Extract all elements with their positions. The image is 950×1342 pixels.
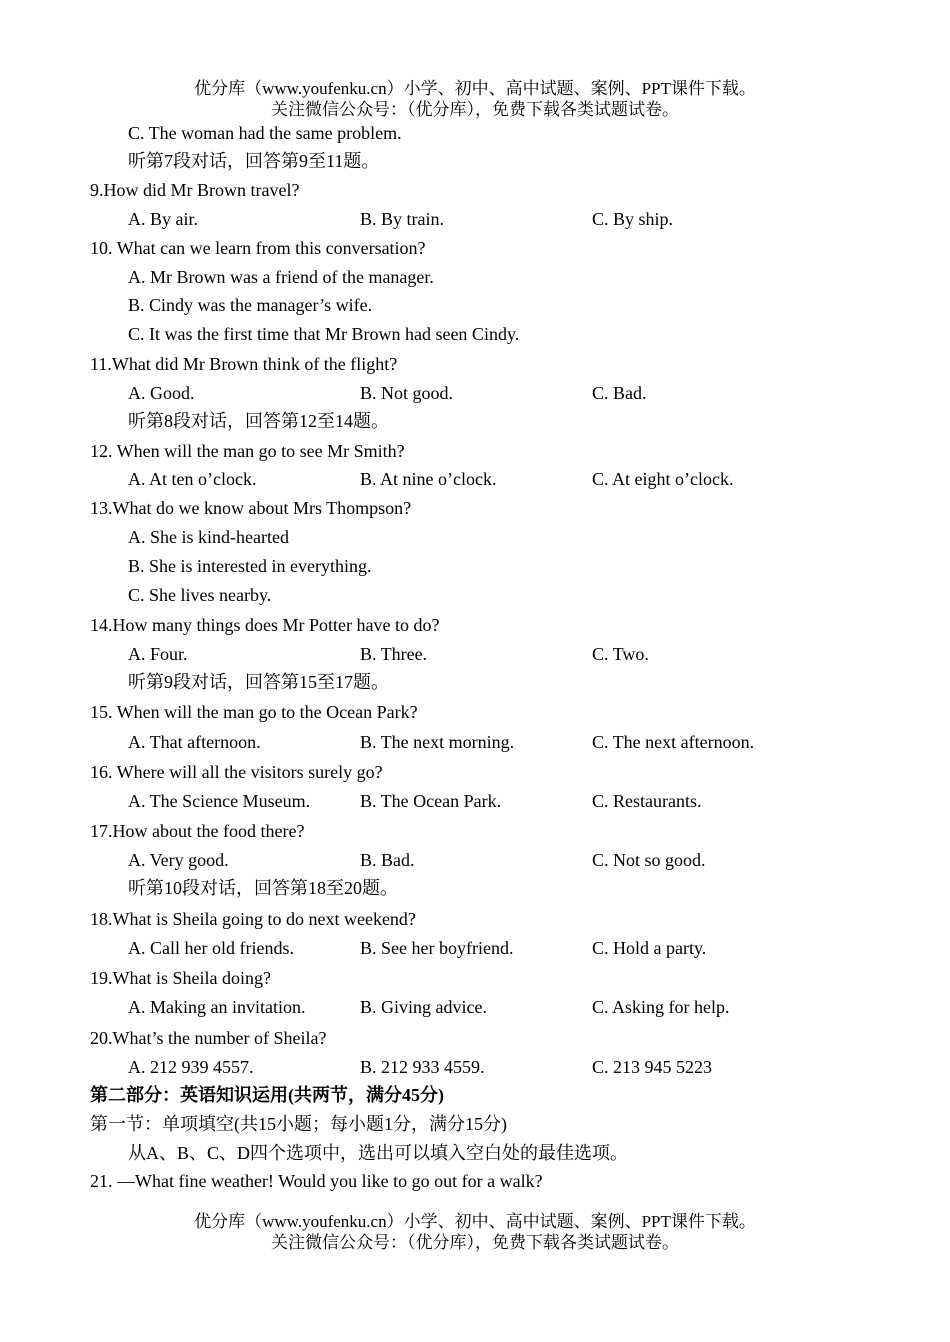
question-18: 18.What is Sheila going to do next weekend?	[90, 909, 416, 929]
q17-option-a: A. Very good.	[128, 850, 229, 870]
q20-option-b: B. 212 933 4559.	[360, 1057, 485, 1077]
q11-option-a: A. Good.	[128, 383, 195, 403]
section-1-title: 第一节：单项填空(共15小题；每小题1分，满分15分)	[90, 1114, 507, 1134]
q10-option-a: A. Mr Brown was a friend of the manager.	[128, 267, 434, 287]
q12-option-a: A. At ten o’clock.	[128, 469, 257, 489]
question-12: 12. When will the man go to see Mr Smith?	[90, 441, 405, 461]
carry-option-c: C. The woman had the same problem.	[128, 123, 402, 143]
q20-option-a: A. 212 939 4557.	[128, 1057, 254, 1077]
footer-line-2: 关注微信公众号：（优分库），免费下载各类试题试卷。	[271, 1233, 679, 1252]
q16-option-c: C. Restaurants.	[592, 791, 702, 811]
dialogue-8-instruction: 听第8段对话，回答第12至14题。	[128, 411, 389, 431]
question-9: 9.How did Mr Brown travel?	[90, 180, 300, 200]
q11-option-b: B. Not good.	[360, 383, 454, 403]
question-20: 20.What’s the number of Sheila?	[90, 1028, 327, 1048]
q15-option-b: B. The next morning.	[360, 732, 515, 752]
q12-option-b: B. At nine o’clock.	[360, 469, 497, 489]
q17-option-c: C. Not so good.	[592, 850, 706, 870]
q19-option-c: C. Asking for help.	[592, 997, 730, 1017]
dialogue-10-instruction: 听第10段对话，回答第18至20题。	[128, 878, 398, 898]
q18-option-b: B. See her boyfriend.	[360, 938, 514, 958]
question-16: 16. Where will all the visitors surely go?	[90, 762, 383, 782]
question-14: 14.How many things does Mr Potter have to do?	[90, 615, 440, 635]
q14-option-b: B. Three.	[360, 644, 428, 664]
question-21: 21. —What fine weather! Would you like to go out for a walk?	[90, 1171, 543, 1191]
q14-option-c: C. Two.	[592, 644, 649, 664]
footer-line-1: 优分库（www.youfenku.cn）小学、初中、高中试题、案例、PPT课件下载。	[194, 1212, 756, 1231]
page-header	[0, 78, 950, 120]
q17-option-b: B. Bad.	[360, 850, 415, 870]
q15-option-c: C. The next afternoon.	[592, 732, 755, 752]
dialogue-7-instruction: 听第7段对话，回答第9至11题。	[128, 151, 380, 171]
q19-option-b: B. Giving advice.	[360, 997, 487, 1017]
part-2-title: 第二部分：英语知识运用(共两节，满分45分)	[90, 1085, 444, 1105]
q11-option-c: C. Bad.	[592, 383, 647, 403]
q14-option-a: A. Four.	[128, 644, 188, 664]
q9-option-c: C. By ship.	[592, 209, 674, 229]
q20-option-c: C. 213 945 5223	[592, 1057, 713, 1077]
q18-option-c: C. Hold a party.	[592, 938, 707, 958]
question-13: 13.What do we know about Mrs Thompson?	[90, 498, 412, 518]
q13-option-c: C. She lives nearby.	[128, 585, 272, 605]
q12-option-c: C. At eight o’clock.	[592, 469, 734, 489]
q15-option-a: A. That afternoon.	[128, 732, 261, 752]
q13-option-a: A. She is kind-hearted	[128, 527, 289, 547]
header-line-1: 优分库（www.youfenku.cn）小学、初中、高中试题、案例、PPT课件下载。	[194, 79, 756, 98]
question-11: 11.What did Mr Brown think of the flight?	[90, 354, 398, 374]
header-line-2: 关注微信公众号：（优分库），免费下载各类试题试卷。	[271, 100, 679, 119]
q10-option-b: B. Cindy was the manager’s wife.	[128, 295, 373, 315]
q19-option-a: A. Making an invitation.	[128, 997, 306, 1017]
q13-option-b: B. She is interested in everything.	[128, 556, 372, 576]
q9-option-a: A. By air.	[128, 209, 198, 229]
question-10: 10. What can we learn from this conversation?	[90, 238, 426, 258]
q16-option-a: A. The Science Museum.	[128, 791, 311, 811]
question-19: 19.What is Sheila doing?	[90, 968, 271, 988]
page-footer	[0, 1211, 950, 1253]
question-15: 15. When will the man go to the Ocean Park?	[90, 702, 418, 722]
dialogue-9-instruction: 听第9段对话，回答第15至17题。	[128, 672, 389, 692]
section-1-instruction: 从A、B、C、D四个选项中，选出可以填入空白处的最佳选项。	[128, 1143, 629, 1163]
q18-option-a: A. Call her old friends.	[128, 938, 294, 958]
q16-option-b: B. The Ocean Park.	[360, 791, 502, 811]
q10-option-c: C. It was the first time that Mr Brown had seen Cindy.	[128, 324, 520, 344]
question-17: 17.How about the food there?	[90, 821, 305, 841]
q9-option-b: B. By train.	[360, 209, 444, 229]
